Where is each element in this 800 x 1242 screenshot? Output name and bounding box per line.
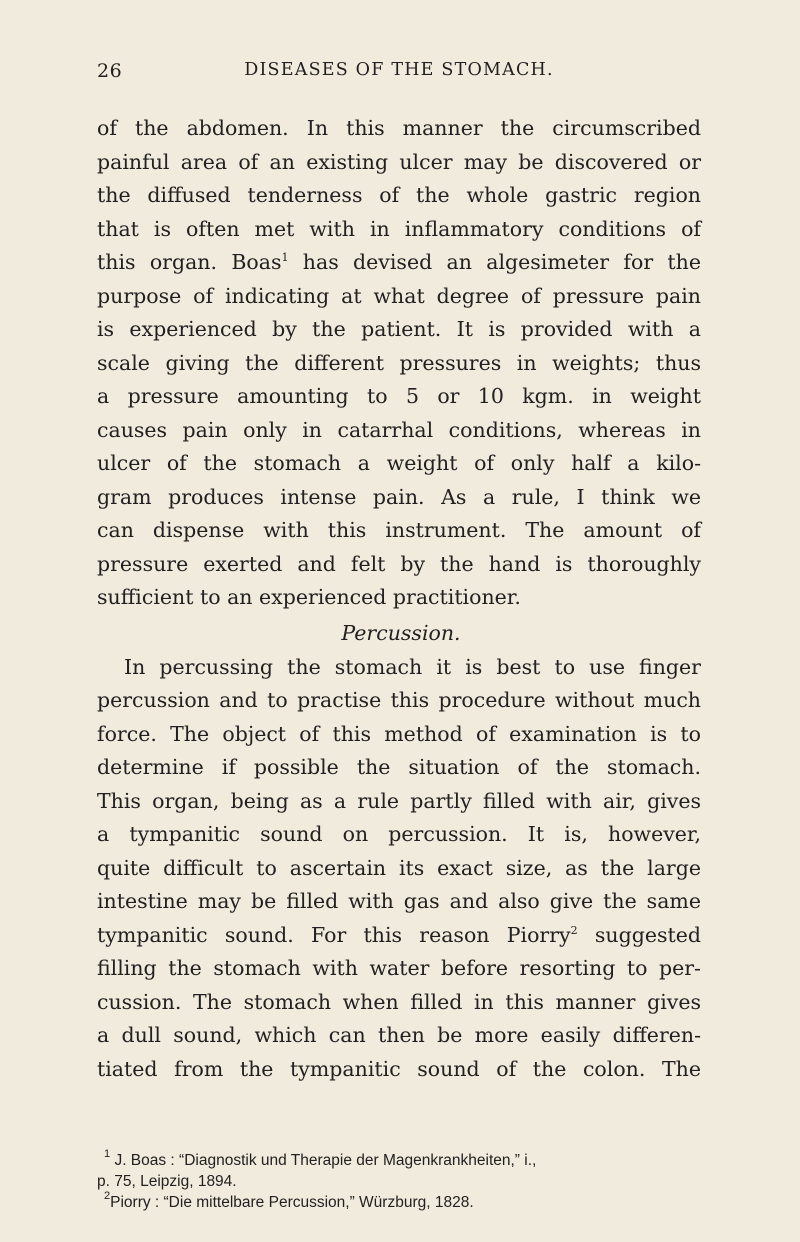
text-line: sufficient to an experienced practitioner.	[97, 585, 521, 609]
text-line: determine if possible the situation of the stomach.	[97, 755, 701, 779]
text-fragment: tympanitic sound. For this reason Piorry	[97, 922, 571, 947]
text-line: filling the stomach with water before resorting to per-	[97, 956, 701, 980]
footnote-marker: 1	[104, 1148, 111, 1160]
running-title: DISEASES OF THE STOMACH.	[244, 60, 554, 80]
section-heading: Percussion.	[341, 620, 461, 645]
text-line: ulcer of the stomach a weight of only half a kilo-	[97, 451, 701, 475]
page-number: 26	[97, 60, 123, 82]
text-line: causes pain only in catarrhal conditions, whereas in	[97, 417, 701, 442]
text-line: a dull sound, which can then be more easily differen-	[97, 1023, 701, 1047]
page-header	[97, 60, 701, 86]
text-line: can dispense with this instrument. The amount of	[97, 518, 701, 542]
text-line: that is often met with in inflammatory conditions of	[97, 216, 701, 241]
text-line: cussion. The stomach when filled in this manner gives	[97, 989, 701, 1014]
text-line: pressure exerted and felt by the hand is thoroughly	[97, 551, 701, 576]
text-line: tiated from the tympanitic sound of the colon. The	[97, 1056, 701, 1081]
text-fragment: this organ. Boas	[97, 250, 282, 274]
text-line: of the abdomen. In this manner the circumscribed	[97, 116, 701, 140]
footnote-text: Piorry : “Die mittelbare Percussion,” Würzburg, 1828.	[110, 1194, 474, 1211]
text-line: painful area of an existing ulcer may be discovered or	[97, 149, 701, 174]
text-line: a pressure amounting to 5 or 10 kgm. in weight	[97, 384, 701, 408]
text-line: percussion and to practise this procedure without much	[97, 688, 701, 712]
body-text	[97, 112, 701, 1086]
text-line-with-footnote-ref	[97, 919, 701, 953]
footnote-ref-2: 2	[570, 923, 578, 937]
text-line: is experienced by the patient. It is provided with a	[97, 317, 701, 341]
footnote-text: J. Boas : “Diagnostik und Therapie der Magenkrankheiten,” i.,	[114, 1152, 537, 1169]
footnote-1-continuation: p. 75, Leipzig, 1894.	[97, 1173, 237, 1190]
text-line: purpose of indicating at what degree of pressure pain	[97, 283, 701, 308]
text-line: In percussing the stomach it is best to use finger	[124, 654, 701, 679]
text-line: quite difficult to ascertain its exact size, as the large	[97, 855, 701, 880]
text-fragment: has devised an algesimeter for the	[302, 250, 701, 274]
footnote-1	[97, 1150, 701, 1171]
footnote-2	[97, 1192, 701, 1213]
text-line: the diffused tenderness of the whole gastric region	[97, 183, 701, 207]
text-line: gram produces intense pain. As a rule, I think we	[97, 484, 701, 509]
text-line: This organ, being as a rule partly filled with air, gives	[97, 788, 701, 813]
text-line: force. The object of this method of examination is to	[97, 721, 701, 746]
footnote-ref-1: 1	[281, 251, 289, 264]
text-line: intestine may be filled with gas and also give the same	[97, 889, 701, 913]
text-line: scale giving the different pressures in weights; thus	[97, 350, 701, 375]
text-fragment: suggested	[594, 922, 701, 947]
text-line-with-footnote-ref	[97, 246, 701, 280]
footnote-marker: 2	[104, 1190, 111, 1202]
text-line: a tympanitic sound on percussion. It is, however,	[97, 822, 701, 846]
footnotes	[97, 1150, 701, 1213]
